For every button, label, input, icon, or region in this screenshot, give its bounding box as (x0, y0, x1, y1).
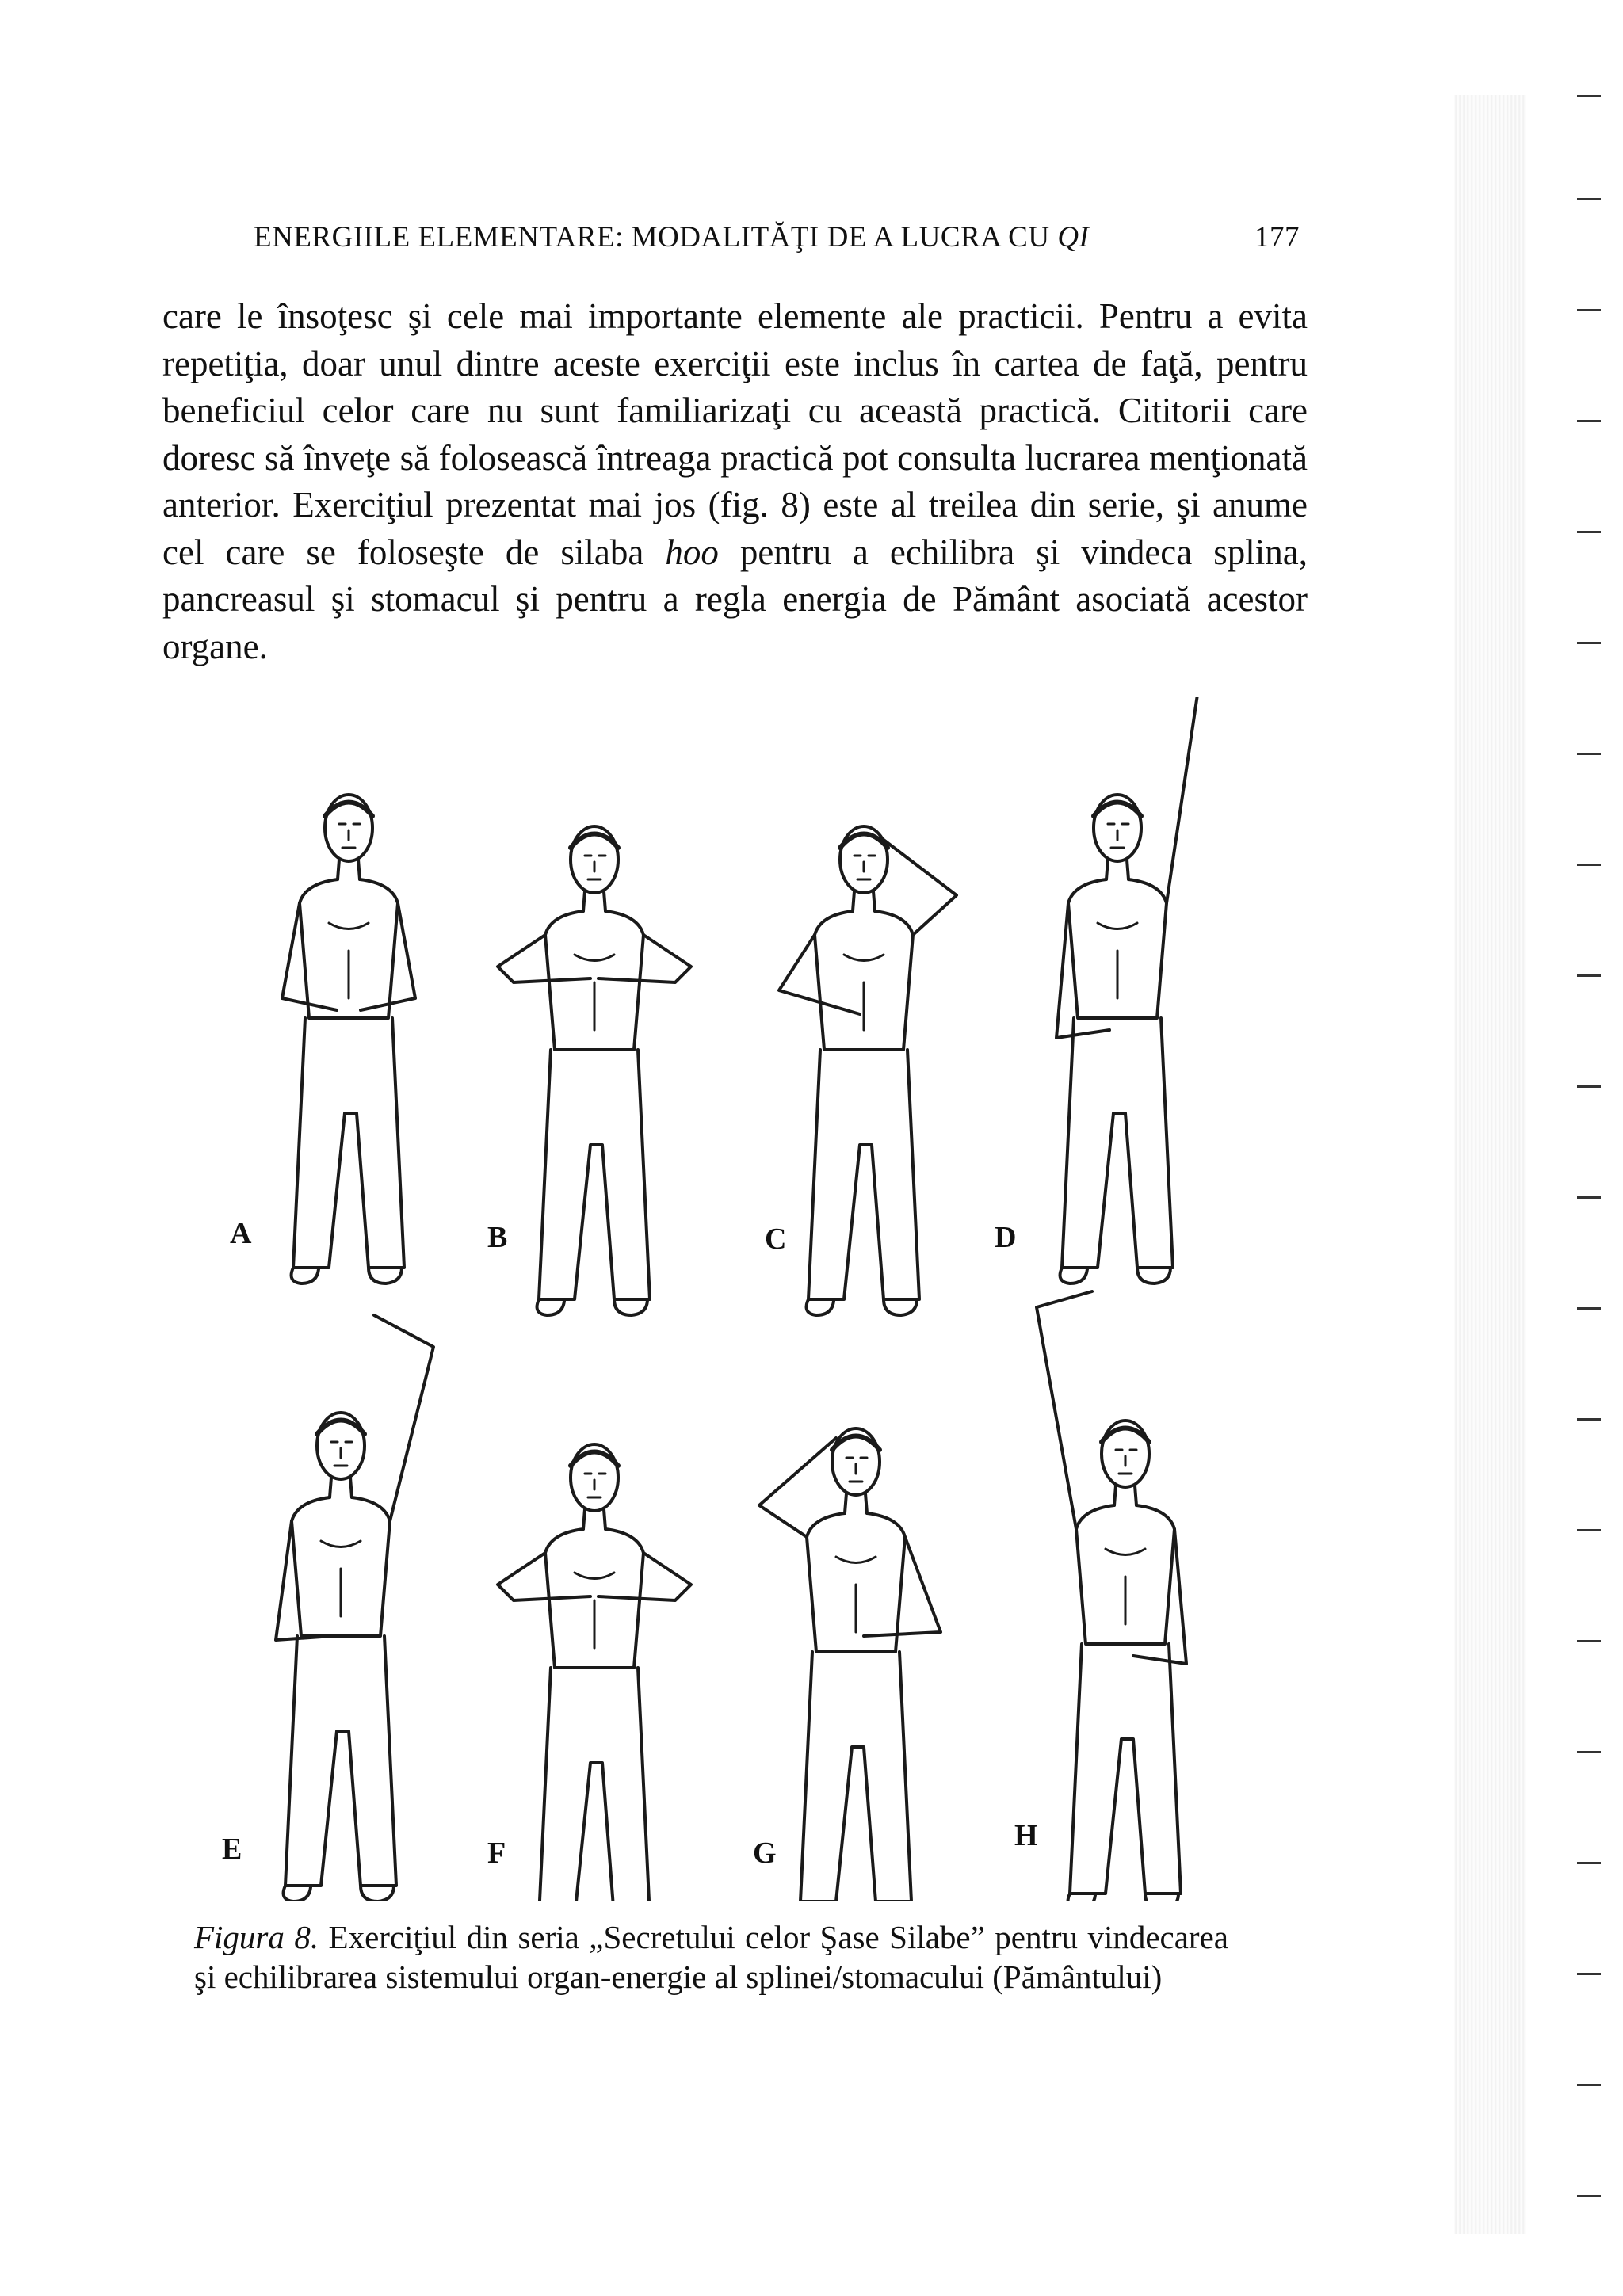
caption-figure-number: Figura 8. (194, 1919, 319, 1955)
running-head-title: ENERGIILE ELEMENTARE: MODALITĂŢI DE A LUCRA CU QI (254, 221, 1090, 254)
figure-label-h: H (1014, 1819, 1038, 1852)
page-number: 177 (1254, 221, 1300, 254)
figure-drawings (198, 697, 1252, 1901)
figure-8-illustration (198, 697, 1252, 1901)
figure-f (498, 1444, 691, 1901)
figure-g (759, 1428, 941, 1901)
italic-syllable: hoo (665, 532, 719, 572)
figure-b (498, 826, 691, 1315)
figure-label-f: F (487, 1836, 506, 1870)
running-head (254, 220, 1300, 254)
figure-e (276, 1315, 433, 1901)
figure-label-a: A (230, 1217, 252, 1250)
figure-a (282, 795, 415, 1283)
running-head-qi: QI (1057, 221, 1090, 254)
figure-label-g: G (753, 1836, 777, 1870)
figure-label-b: B (487, 1221, 508, 1254)
figure-caption (194, 1917, 1228, 1997)
caption-text: Exerciţiul din seria „Secretului celor Şase Silabe” pentru vindecarea şi echilibrarea sistemului organ-energie al splinei/stomacului (Pământului) (194, 1919, 1228, 1995)
figure-c (779, 826, 957, 1315)
body-paragraph: care le însoţesc şi cele mai importante elemente ale practicii. Pentru a evita repetiţia, doar unul dintre aceste exerciţii este inclus în cartea de faţă, pentru beneficiul celor care nu sunt familiarizaţi cu această practică. Cititorii care doresc să înveţe să folosească întreaga practică pot consulta lucrarea menţionată anterior. Exerciţiul prezentat mai jos (fig. 8) este al treilea din serie, şi anume cel care se foloseşte de silaba hoo pentru a echilibra şi vindeca splina, pancreasul şi stomacul şi pentru a regla energia de Pământ asociată acestor organe. (162, 296, 1308, 666)
figure-h (1037, 1291, 1186, 1901)
figure-label-e: E (222, 1833, 242, 1866)
figure-label-d: D (995, 1221, 1017, 1254)
page-edge-shadow (1454, 95, 1526, 2234)
page-edge-ticks (1577, 87, 1609, 2290)
figure-label-c: C (765, 1222, 787, 1256)
figure-d (1056, 697, 1198, 1283)
